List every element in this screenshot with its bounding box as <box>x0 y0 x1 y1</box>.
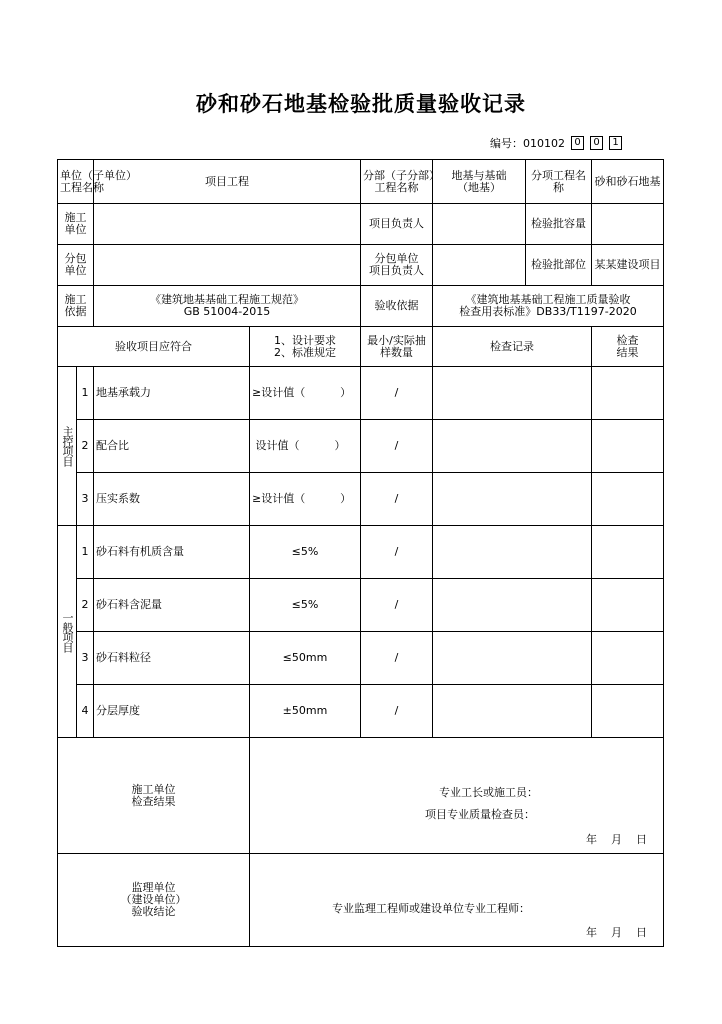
column-header-sample: 最小/实际抽 样数量 <box>361 327 433 367</box>
item-number: 2 <box>77 579 94 632</box>
construction-check-date: 年 月 日 <box>586 833 647 846</box>
subcontractor-label: 分包单位 <box>58 245 94 286</box>
item-name: 砂石料有机质含量 <box>94 526 250 579</box>
record-digit-box[interactable]: 0 <box>590 136 603 150</box>
item-record[interactable] <box>433 632 592 685</box>
item-requirement[interactable]: ±50mm <box>250 685 361 738</box>
supervising-engineer-signature-label: 专业监理工程师或建设单位专业工程师： <box>332 902 530 915</box>
item-result[interactable] <box>592 367 664 420</box>
column-header-record: 检查记录 <box>433 327 592 367</box>
item-record[interactable] <box>433 420 592 473</box>
subcontractor-value[interactable] <box>94 245 361 286</box>
subitem-name-label: 分项工程名称 <box>526 160 592 204</box>
item-requirement[interactable]: ≤50mm <box>250 632 361 685</box>
item-sample[interactable]: / <box>361 632 433 685</box>
item-result[interactable] <box>592 632 664 685</box>
item-sample[interactable]: / <box>361 526 433 579</box>
supervision-signature-area[interactable] <box>250 854 664 947</box>
item-result[interactable] <box>592 579 664 632</box>
subitem-name-value[interactable]: 砂和砂石地基 <box>592 160 664 204</box>
batch-part-value[interactable]: 某某建设项目 <box>592 245 664 286</box>
item-sample[interactable]: / <box>361 473 433 526</box>
unit-name-label: 单位（子单位） 工程名称 <box>58 160 94 204</box>
contractor-value[interactable] <box>94 204 361 245</box>
record-number <box>490 135 622 151</box>
supervision-date: 年 月 日 <box>586 926 647 939</box>
item-name: 压实系数 <box>94 473 250 526</box>
sub-pm-value[interactable] <box>433 245 526 286</box>
item-name: 地基承载力 <box>94 367 250 420</box>
quality-inspector-signature-label: 项目专业质量检查员： <box>425 808 535 821</box>
item-sample[interactable]: / <box>361 420 433 473</box>
division-name-value[interactable]: 地基与基础 （地基） <box>433 160 526 204</box>
item-record[interactable] <box>433 367 592 420</box>
item-name: 分层厚度 <box>94 685 250 738</box>
construction-basis-label: 施工依据 <box>58 286 94 327</box>
batch-capacity-label: 检验批容量 <box>526 204 592 245</box>
item-sample[interactable]: / <box>361 367 433 420</box>
project-manager-value[interactable] <box>433 204 526 245</box>
item-name: 砂石料粒径 <box>94 632 250 685</box>
supervision-label: 监理单位 （建设单位） 验收结论 <box>58 854 250 947</box>
batch-part-label: 检验批部位 <box>526 245 592 286</box>
item-requirement[interactable]: ≥设计值（ ） <box>250 473 361 526</box>
contractor-label: 施工单位 <box>58 204 94 245</box>
item-requirement[interactable]: ≥设计值（ ） <box>250 367 361 420</box>
item-number: 1 <box>77 526 94 579</box>
item-requirement[interactable]: ≤5% <box>250 579 361 632</box>
construction-check-signature-area[interactable] <box>250 738 664 854</box>
sub-pm-label: 分包单位 项目负责人 <box>361 245 433 286</box>
item-requirement[interactable]: 设计值（ ） <box>250 420 361 473</box>
general-group-label: 一般项目 <box>58 526 77 738</box>
unit-name-value[interactable]: 项目工程 <box>94 160 361 204</box>
record-digit-box[interactable]: 0 <box>571 136 584 150</box>
division-name-label: 分部（子分部） 工程名称 <box>361 160 433 204</box>
construction-check-label: 施工单位 检查结果 <box>58 738 250 854</box>
main-control-group-label: 主控项目 <box>58 367 77 526</box>
item-requirement[interactable]: ≤5% <box>250 526 361 579</box>
item-number: 2 <box>77 420 94 473</box>
item-result[interactable] <box>592 685 664 738</box>
item-name: 砂石料含泥量 <box>94 579 250 632</box>
column-header-result: 检查 结果 <box>592 327 664 367</box>
column-header-requirement: 1、设计要求 2、标准规定 <box>250 327 361 367</box>
item-number: 3 <box>77 632 94 685</box>
column-header-item: 验收项目应符合 <box>58 327 250 367</box>
item-record[interactable] <box>433 473 592 526</box>
acceptance-basis-value[interactable]: 《建筑地基基础工程施工质量验收 检查用表标准》DB33/T1197-2020 <box>433 286 664 327</box>
project-manager-label: 项目负责人 <box>361 204 433 245</box>
item-name: 配合比 <box>94 420 250 473</box>
item-result[interactable] <box>592 473 664 526</box>
batch-capacity-value[interactable] <box>592 204 664 245</box>
item-record[interactable] <box>433 526 592 579</box>
item-sample[interactable]: / <box>361 579 433 632</box>
item-number: 4 <box>77 685 94 738</box>
construction-basis-value[interactable]: 《建筑地基基础工程施工规范》 GB 51004-2015 <box>94 286 361 327</box>
page-title: 砂和砂石地基检验批质量验收记录 <box>196 92 526 116</box>
item-sample[interactable]: / <box>361 685 433 738</box>
acceptance-basis-label: 验收依据 <box>361 286 433 327</box>
item-record[interactable] <box>433 685 592 738</box>
record-number-label: 编号：010102 <box>490 137 565 150</box>
item-result[interactable] <box>592 420 664 473</box>
item-number: 3 <box>77 473 94 526</box>
record-digit-box[interactable]: 1 <box>609 136 622 150</box>
item-result[interactable] <box>592 526 664 579</box>
foreman-signature-label: 专业工长或施工员： <box>439 786 538 799</box>
inspection-form-table <box>57 159 664 947</box>
item-number: 1 <box>77 367 94 420</box>
item-record[interactable] <box>433 579 592 632</box>
